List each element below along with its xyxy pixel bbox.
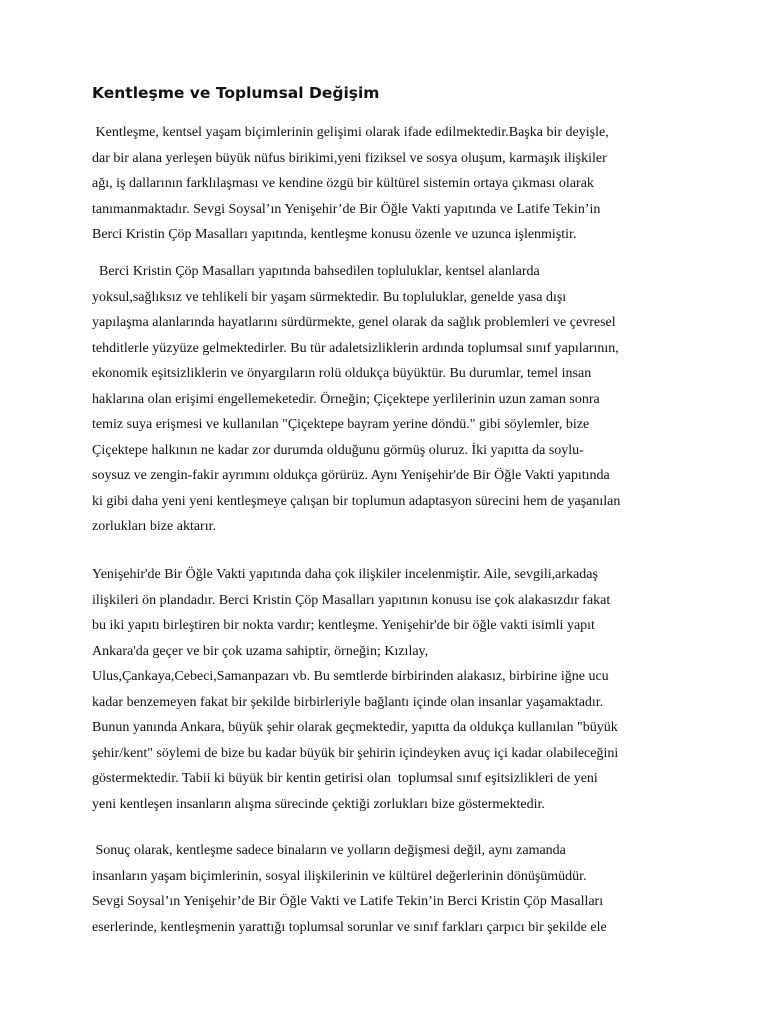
text-line: ki gibi daha yeni yeni kentleşmeye çalışan bir toplumun adaptasyon sürecini hem de yaşanılan: [92, 493, 621, 509]
text-line: temiz suya erişmesi ve kullanılan "Çiçektepe bayram yerine döndü." gibi söylemler, bize: [92, 417, 590, 432]
text-line: Sevgi Soysal’ın Yenişehir’de Bir Öğle Vakti ve Latife Tekin’in Berci Kristin Çöp Masalları: [92, 894, 604, 909]
text-line: Berci Kristin Çöp Masalları yapıtında bahsedilen topluluklar, kentsel alanlarda: [92, 264, 540, 279]
text-line: haklarına olan erişimi engellemeketedir. Örneğin; Çiçektepe yerlilerinin uzun zaman sonra: [92, 391, 600, 407]
text-line: Sonuç olarak, kentleşme sadece binaların ve yolların değişmesi değil, aynı zamanda: [92, 843, 566, 858]
text-line: kadar benzemeyen fakat bir şekilde birbirleriyle bağlantı içinde olan insanlar yaşamaktadır.: [92, 694, 604, 710]
text-line: tehditlerle yüzyüze gelmektedirler. Bu tür adaletsizliklerin ardında toplumsal sınıf yapılarının,: [92, 340, 619, 356]
text-line: Çiçektepe halkının ne kadar zor durumda olduğunu görmüş oluruz. İki yapıtta da soylu-: [92, 442, 584, 458]
text-line: soysuz ve zengin-fakir ayrımını oldukça görürüz. Aynı Yenişehir'de Bir Öğle Vakti yapıtında: [92, 468, 610, 483]
text-line: göstermektedir. Tabii ki büyük bir kentin getirisi olan toplumsal sınıf eşitsizlikleri de yeni: [92, 771, 598, 786]
text-line: zorlukları bize aktarır.: [92, 519, 216, 534]
paragraph-intro: [92, 120, 692, 248]
text-line: ilişkileri ön plandadır. Berci Kristin Çöp Masalları yapıtının konusu ise çok alakasızdır fakat: [92, 592, 611, 608]
text-line: Ankara'da geçer ve bir çok uzama sahiptir, örneğin; Kızılay,: [92, 643, 429, 659]
text-line: tanımanmaktadır. Sevgi Soysal’ın Yenişehir’de Bir Öğle Vakti yapıtında ve Latife Tekin’in: [92, 201, 601, 217]
paragraph-yenisehir: [92, 562, 692, 817]
text-line: yeni kentleşen insanların alışma sürecinde çektiği zorlukları bize göstermektedir.: [92, 796, 545, 812]
text-line: Yenişehir'de Bir Öğle Vakti yapıtında daha çok ilişkiler incelenmiştir. Aile, sevgili,arkadaş: [92, 567, 598, 582]
text-line: ağı, iş dallarının farklılaşması ve kendine özgü bir kültürel sistemin ortaya çıkması olarak: [92, 176, 594, 191]
text-line: ekonomik eşitsizliklerin ve önyargıların rolü oldukça büyüktür. Bu durumlar, temel insan: [92, 366, 592, 381]
text-line: insanların yaşam biçimlerinin, sosyal ilişkilerinin ve kültürel değerlerinin dönüşümüdür.: [92, 868, 587, 884]
text-line: Kentleşme, kentsel yaşam biçimlerinin gelişimi olarak ifade edilmektedir.Başka bir deyişle,: [92, 125, 609, 140]
paragraph-berci-kristin: [92, 259, 692, 540]
text-line: şehir/kent" söylemi de bize bu kadar büyük bir şehirin içindeyken avuç içi kadar olabileceğini: [92, 745, 619, 761]
text-line: dar bir alana yerleşen büyük nüfus birikimi,yeni fiziksel ve sosya oluşum, karmaşık ilişkiler: [92, 150, 607, 166]
text-line: Ulus,Çankaya,Cebeci,Samanpazarı vb. Bu semtlerde birbirinden alakasız, birbirine iğne ucu: [92, 669, 609, 684]
text-line: Bunun yanında Ankara, büyük şehir olarak geçmektedir, yapıtta da oldukça kullanılan "büyük: [92, 720, 618, 735]
document-title: Kentleşme ve Toplumsal Değişim: [92, 84, 380, 102]
text-line: eserlerinde, kentleşmenin yarattığı toplumsal sorunlar ve sınıf farkları çarpıcı bir şekilde ele: [92, 919, 607, 935]
text-line: yoksul,sağlıksız ve tehlikeli bir yaşam sürmektedir. Bu topluluklar, genelde yasa dışı: [92, 289, 567, 305]
text-line: yapılaşma alanlarında hayatlarını sürdürmekte, genel olarak da sağlık problemleri ve çevresel: [92, 315, 616, 330]
paragraph-conclusion: [92, 838, 692, 940]
text-line: bu iki yapıtı birleştiren bir nokta vardır; kentleşme. Yenişehir'de bir öğle vakti isimli yapıt: [92, 618, 595, 633]
text-line: Berci Kristin Çöp Masalları yapıtında, kentleşme konusu özenle ve uzunca işlenmiştir.: [92, 227, 577, 242]
